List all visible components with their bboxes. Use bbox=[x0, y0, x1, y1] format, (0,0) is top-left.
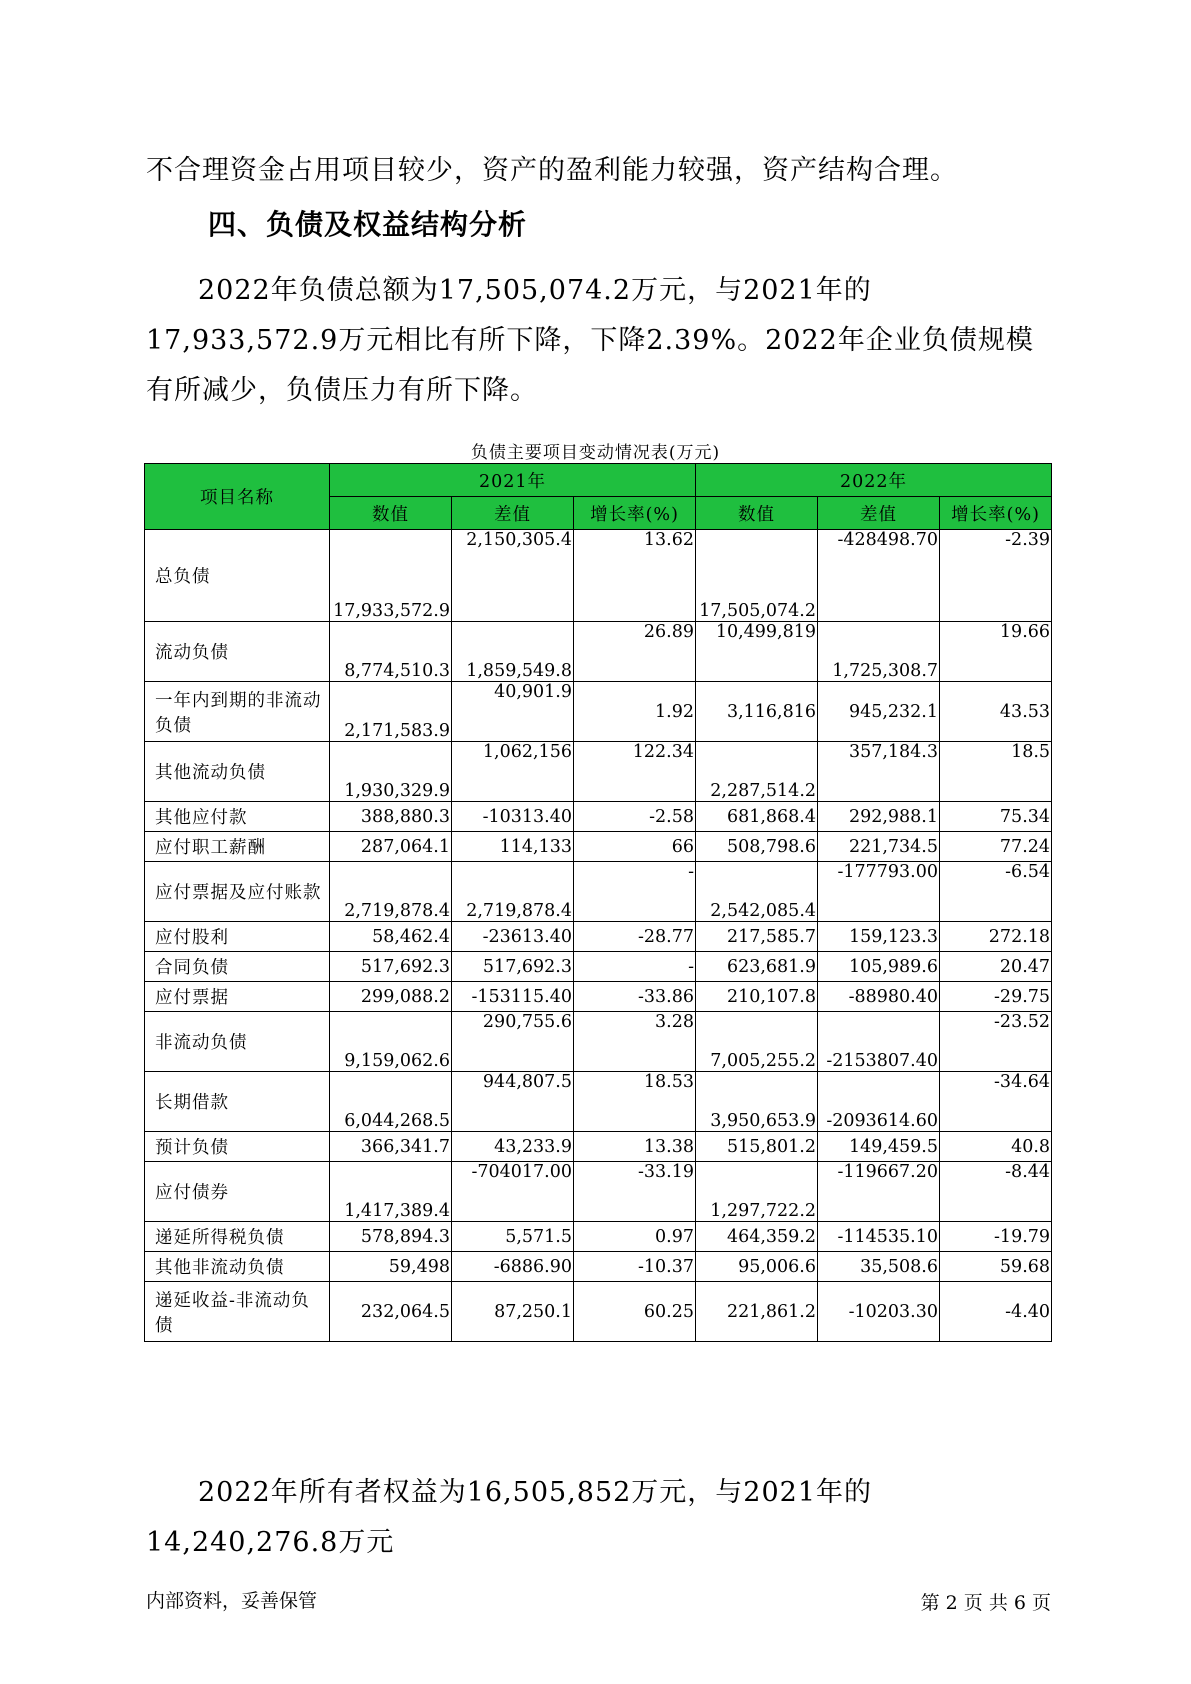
cell-diff-2022: -88980.40 bbox=[818, 982, 940, 1012]
liability-table bbox=[144, 463, 1052, 1342]
cell-diff-2021: 290,755.6 bbox=[452, 1012, 574, 1072]
cell-growth-2021: -33.19 bbox=[574, 1162, 696, 1222]
cell-diff-2021: 40,901.9 bbox=[452, 682, 574, 742]
cell-growth-2021: 26.89 bbox=[574, 622, 696, 682]
cell-value-2022: 17,505,074.2 bbox=[696, 530, 818, 622]
cell-growth-2022: 59.68 bbox=[940, 1252, 1052, 1282]
section-heading: 四、负债及权益结构分析 bbox=[208, 208, 528, 241]
cell-value-2021: 517,692.3 bbox=[330, 952, 452, 982]
table-row bbox=[145, 982, 1052, 1012]
header-diff-2021: 差值 bbox=[452, 497, 574, 530]
cell-growth-2022: -8.44 bbox=[940, 1162, 1052, 1222]
table-row bbox=[145, 1162, 1052, 1222]
liability-paragraph: 2022年负债总额为17,505,074.2万元，与2021年的17,933,572.9万元相比有所下降，下降2.39%。2022年企业负债规模有所减少，负债压力有所下降。 bbox=[146, 275, 1034, 406]
cell-growth-2021: -2.58 bbox=[574, 802, 696, 832]
table-row bbox=[145, 832, 1052, 862]
row-item-name: 递延所得税负债 bbox=[145, 1222, 330, 1252]
cell-value-2022: 515,801.2 bbox=[696, 1132, 818, 1162]
cell-value-2021: 6,044,268.5 bbox=[330, 1072, 452, 1132]
cell-growth-2022: -2.39 bbox=[940, 530, 1052, 622]
header-growth-2021: 增长率(%) bbox=[574, 497, 696, 530]
cell-growth-2022: 43.53 bbox=[940, 682, 1052, 742]
cell-diff-2021: 43,233.9 bbox=[452, 1132, 574, 1162]
cell-value-2022: 3,950,653.9 bbox=[696, 1072, 818, 1132]
row-item-name: 长期借款 bbox=[145, 1072, 330, 1132]
cell-value-2021: 287,064.1 bbox=[330, 832, 452, 862]
cell-value-2022: 7,005,255.2 bbox=[696, 1012, 818, 1072]
header-item-name: 项目名称 bbox=[145, 464, 330, 530]
cell-value-2021: 232,064.5 bbox=[330, 1282, 452, 1342]
cell-value-2022: 623,681.9 bbox=[696, 952, 818, 982]
cell-diff-2021: 5,571.5 bbox=[452, 1222, 574, 1252]
cell-value-2021: 8,774,510.3 bbox=[330, 622, 452, 682]
row-item-name: 一年内到期的非流动负债 bbox=[145, 682, 330, 742]
table-row bbox=[145, 682, 1052, 742]
cell-diff-2021: -153115.40 bbox=[452, 982, 574, 1012]
cell-growth-2021: 3.28 bbox=[574, 1012, 696, 1072]
cell-diff-2022: 149,459.5 bbox=[818, 1132, 940, 1162]
cell-diff-2021: 2,719,878.4 bbox=[452, 862, 574, 922]
cell-diff-2022: -10203.30 bbox=[818, 1282, 940, 1342]
cell-value-2021: 1,930,329.9 bbox=[330, 742, 452, 802]
intro-paragraph-tail: 不合理资金占用项目较少，资产的盈利能力较强，资产结构合理。 bbox=[146, 155, 958, 186]
cell-diff-2022: 945,232.1 bbox=[818, 682, 940, 742]
cell-diff-2021: -10313.40 bbox=[452, 802, 574, 832]
table-row bbox=[145, 742, 1052, 802]
table-row bbox=[145, 1012, 1052, 1072]
table-row bbox=[145, 952, 1052, 982]
header-value-2022: 数值 bbox=[696, 497, 818, 530]
footer-confidential-note: 内部资料，妥善保管 bbox=[146, 1590, 318, 1612]
cell-value-2021: 578,894.3 bbox=[330, 1222, 452, 1252]
table-row bbox=[145, 1282, 1052, 1342]
cell-growth-2022: 75.34 bbox=[940, 802, 1052, 832]
cell-diff-2022: -114535.10 bbox=[818, 1222, 940, 1252]
cell-growth-2021: -10.37 bbox=[574, 1252, 696, 1282]
header-year-2021: 2021年 bbox=[330, 464, 696, 497]
cell-diff-2022: -428498.70 bbox=[818, 530, 940, 622]
cell-value-2022: 3,116,816 bbox=[696, 682, 818, 742]
cell-growth-2022: 18.5 bbox=[940, 742, 1052, 802]
cell-diff-2021: -704017.00 bbox=[452, 1162, 574, 1222]
cell-diff-2022: -177793.00 bbox=[818, 862, 940, 922]
header-value-2021: 数值 bbox=[330, 497, 452, 530]
cell-growth-2021: 13.38 bbox=[574, 1132, 696, 1162]
cell-growth-2022: 77.24 bbox=[940, 832, 1052, 862]
row-item-name: 非流动负债 bbox=[145, 1012, 330, 1072]
cell-diff-2022: 105,989.6 bbox=[818, 952, 940, 982]
row-item-name: 应付债券 bbox=[145, 1162, 330, 1222]
cell-value-2022: 210,107.8 bbox=[696, 982, 818, 1012]
cell-value-2022: 95,006.6 bbox=[696, 1252, 818, 1282]
cell-value-2021: 17,933,572.9 bbox=[330, 530, 452, 622]
cell-growth-2021: 66 bbox=[574, 832, 696, 862]
table-row bbox=[145, 622, 1052, 682]
cell-value-2022: 508,798.6 bbox=[696, 832, 818, 862]
cell-value-2021: 388,880.3 bbox=[330, 802, 452, 832]
table-row bbox=[145, 1132, 1052, 1162]
cell-value-2022: 464,359.2 bbox=[696, 1222, 818, 1252]
row-item-name: 预计负债 bbox=[145, 1132, 330, 1162]
cell-growth-2021: 13.62 bbox=[574, 530, 696, 622]
row-item-name: 应付职工薪酬 bbox=[145, 832, 330, 862]
cell-diff-2022: 35,508.6 bbox=[818, 1252, 940, 1282]
cell-value-2021: 366,341.7 bbox=[330, 1132, 452, 1162]
cell-diff-2022: 357,184.3 bbox=[818, 742, 940, 802]
table-row bbox=[145, 802, 1052, 832]
table-row bbox=[145, 530, 1052, 622]
cell-value-2022: 1,297,722.2 bbox=[696, 1162, 818, 1222]
cell-growth-2022: -4.40 bbox=[940, 1282, 1052, 1342]
cell-value-2021: 2,171,583.9 bbox=[330, 682, 452, 742]
cell-diff-2021: 2,150,305.4 bbox=[452, 530, 574, 622]
cell-diff-2021: -23613.40 bbox=[452, 922, 574, 952]
cell-value-2022: 10,499,819 bbox=[696, 622, 818, 682]
equity-paragraph: 2022年所有者权益为16,505,852万元，与2021年的14,240,276.8万元 bbox=[146, 1477, 873, 1558]
table-row bbox=[145, 1222, 1052, 1252]
cell-growth-2021: -33.86 bbox=[574, 982, 696, 1012]
cell-growth-2021: - bbox=[574, 952, 696, 982]
header-year-2022: 2022年 bbox=[696, 464, 1052, 497]
header-growth-2022: 增长率(%) bbox=[940, 497, 1052, 530]
cell-diff-2021: 87,250.1 bbox=[452, 1282, 574, 1342]
row-item-name: 递延收益-非流动负债 bbox=[145, 1282, 330, 1342]
cell-growth-2021: 0.97 bbox=[574, 1222, 696, 1252]
cell-value-2021: 2,719,878.4 bbox=[330, 862, 452, 922]
cell-growth-2022: 19.66 bbox=[940, 622, 1052, 682]
cell-value-2021: 58,462.4 bbox=[330, 922, 452, 952]
table-caption: 负债主要项目变动情况表(万元) bbox=[470, 443, 721, 463]
header-diff-2022: 差值 bbox=[818, 497, 940, 530]
cell-diff-2021: 517,692.3 bbox=[452, 952, 574, 982]
table-body bbox=[145, 530, 1052, 1342]
cell-growth-2022: -34.64 bbox=[940, 1072, 1052, 1132]
cell-growth-2021: 18.53 bbox=[574, 1072, 696, 1132]
cell-value-2021: 59,498 bbox=[330, 1252, 452, 1282]
cell-diff-2022: 159,123.3 bbox=[818, 922, 940, 952]
cell-growth-2022: -6.54 bbox=[940, 862, 1052, 922]
cell-growth-2022: -23.52 bbox=[940, 1012, 1052, 1072]
row-item-name: 其他应付款 bbox=[145, 802, 330, 832]
cell-growth-2022: 20.47 bbox=[940, 952, 1052, 982]
cell-diff-2022: -119667.20 bbox=[818, 1162, 940, 1222]
cell-growth-2022: -19.79 bbox=[940, 1222, 1052, 1252]
cell-diff-2021: -6886.90 bbox=[452, 1252, 574, 1282]
row-item-name: 流动负债 bbox=[145, 622, 330, 682]
cell-growth-2021: 60.25 bbox=[574, 1282, 696, 1342]
cell-diff-2022: -2093614.60 bbox=[818, 1072, 940, 1132]
cell-value-2021: 9,159,062.6 bbox=[330, 1012, 452, 1072]
table-row bbox=[145, 862, 1052, 922]
cell-growth-2022: 40.8 bbox=[940, 1132, 1052, 1162]
cell-value-2021: 299,088.2 bbox=[330, 982, 452, 1012]
cell-diff-2021: 944,807.5 bbox=[452, 1072, 574, 1132]
cell-diff-2022: 292,988.1 bbox=[818, 802, 940, 832]
cell-diff-2022: 1,725,308.7 bbox=[818, 622, 940, 682]
cell-diff-2021: 1,859,549.8 bbox=[452, 622, 574, 682]
row-item-name: 应付票据及应付账款 bbox=[145, 862, 330, 922]
table-row bbox=[145, 1252, 1052, 1282]
cell-growth-2021: 122.34 bbox=[574, 742, 696, 802]
table-row bbox=[145, 922, 1052, 952]
row-item-name: 应付股利 bbox=[145, 922, 330, 952]
cell-growth-2022: -29.75 bbox=[940, 982, 1052, 1012]
cell-diff-2022: 221,734.5 bbox=[818, 832, 940, 862]
cell-value-2022: 2,542,085.4 bbox=[696, 862, 818, 922]
cell-growth-2022: 272.18 bbox=[940, 922, 1052, 952]
cell-growth-2021: -28.77 bbox=[574, 922, 696, 952]
cell-value-2021: 1,417,389.4 bbox=[330, 1162, 452, 1222]
row-item-name: 其他流动负债 bbox=[145, 742, 330, 802]
cell-value-2022: 681,868.4 bbox=[696, 802, 818, 832]
row-item-name: 总负债 bbox=[145, 530, 330, 622]
row-item-name: 合同负债 bbox=[145, 952, 330, 982]
cell-growth-2021: 1.92 bbox=[574, 682, 696, 742]
cell-diff-2021: 114,133 bbox=[452, 832, 574, 862]
table-row bbox=[145, 1072, 1052, 1132]
cell-diff-2022: -2153807.40 bbox=[818, 1012, 940, 1072]
cell-value-2022: 221,861.2 bbox=[696, 1282, 818, 1342]
cell-value-2022: 2,287,514.2 bbox=[696, 742, 818, 802]
footer-page-number: 第 2 页 共 6 页 bbox=[920, 1592, 1051, 1614]
cell-diff-2021: 1,062,156 bbox=[452, 742, 574, 802]
row-item-name: 其他非流动负债 bbox=[145, 1252, 330, 1282]
row-item-name: 应付票据 bbox=[145, 982, 330, 1012]
cell-value-2022: 217,585.7 bbox=[696, 922, 818, 952]
cell-growth-2021: - bbox=[574, 862, 696, 922]
